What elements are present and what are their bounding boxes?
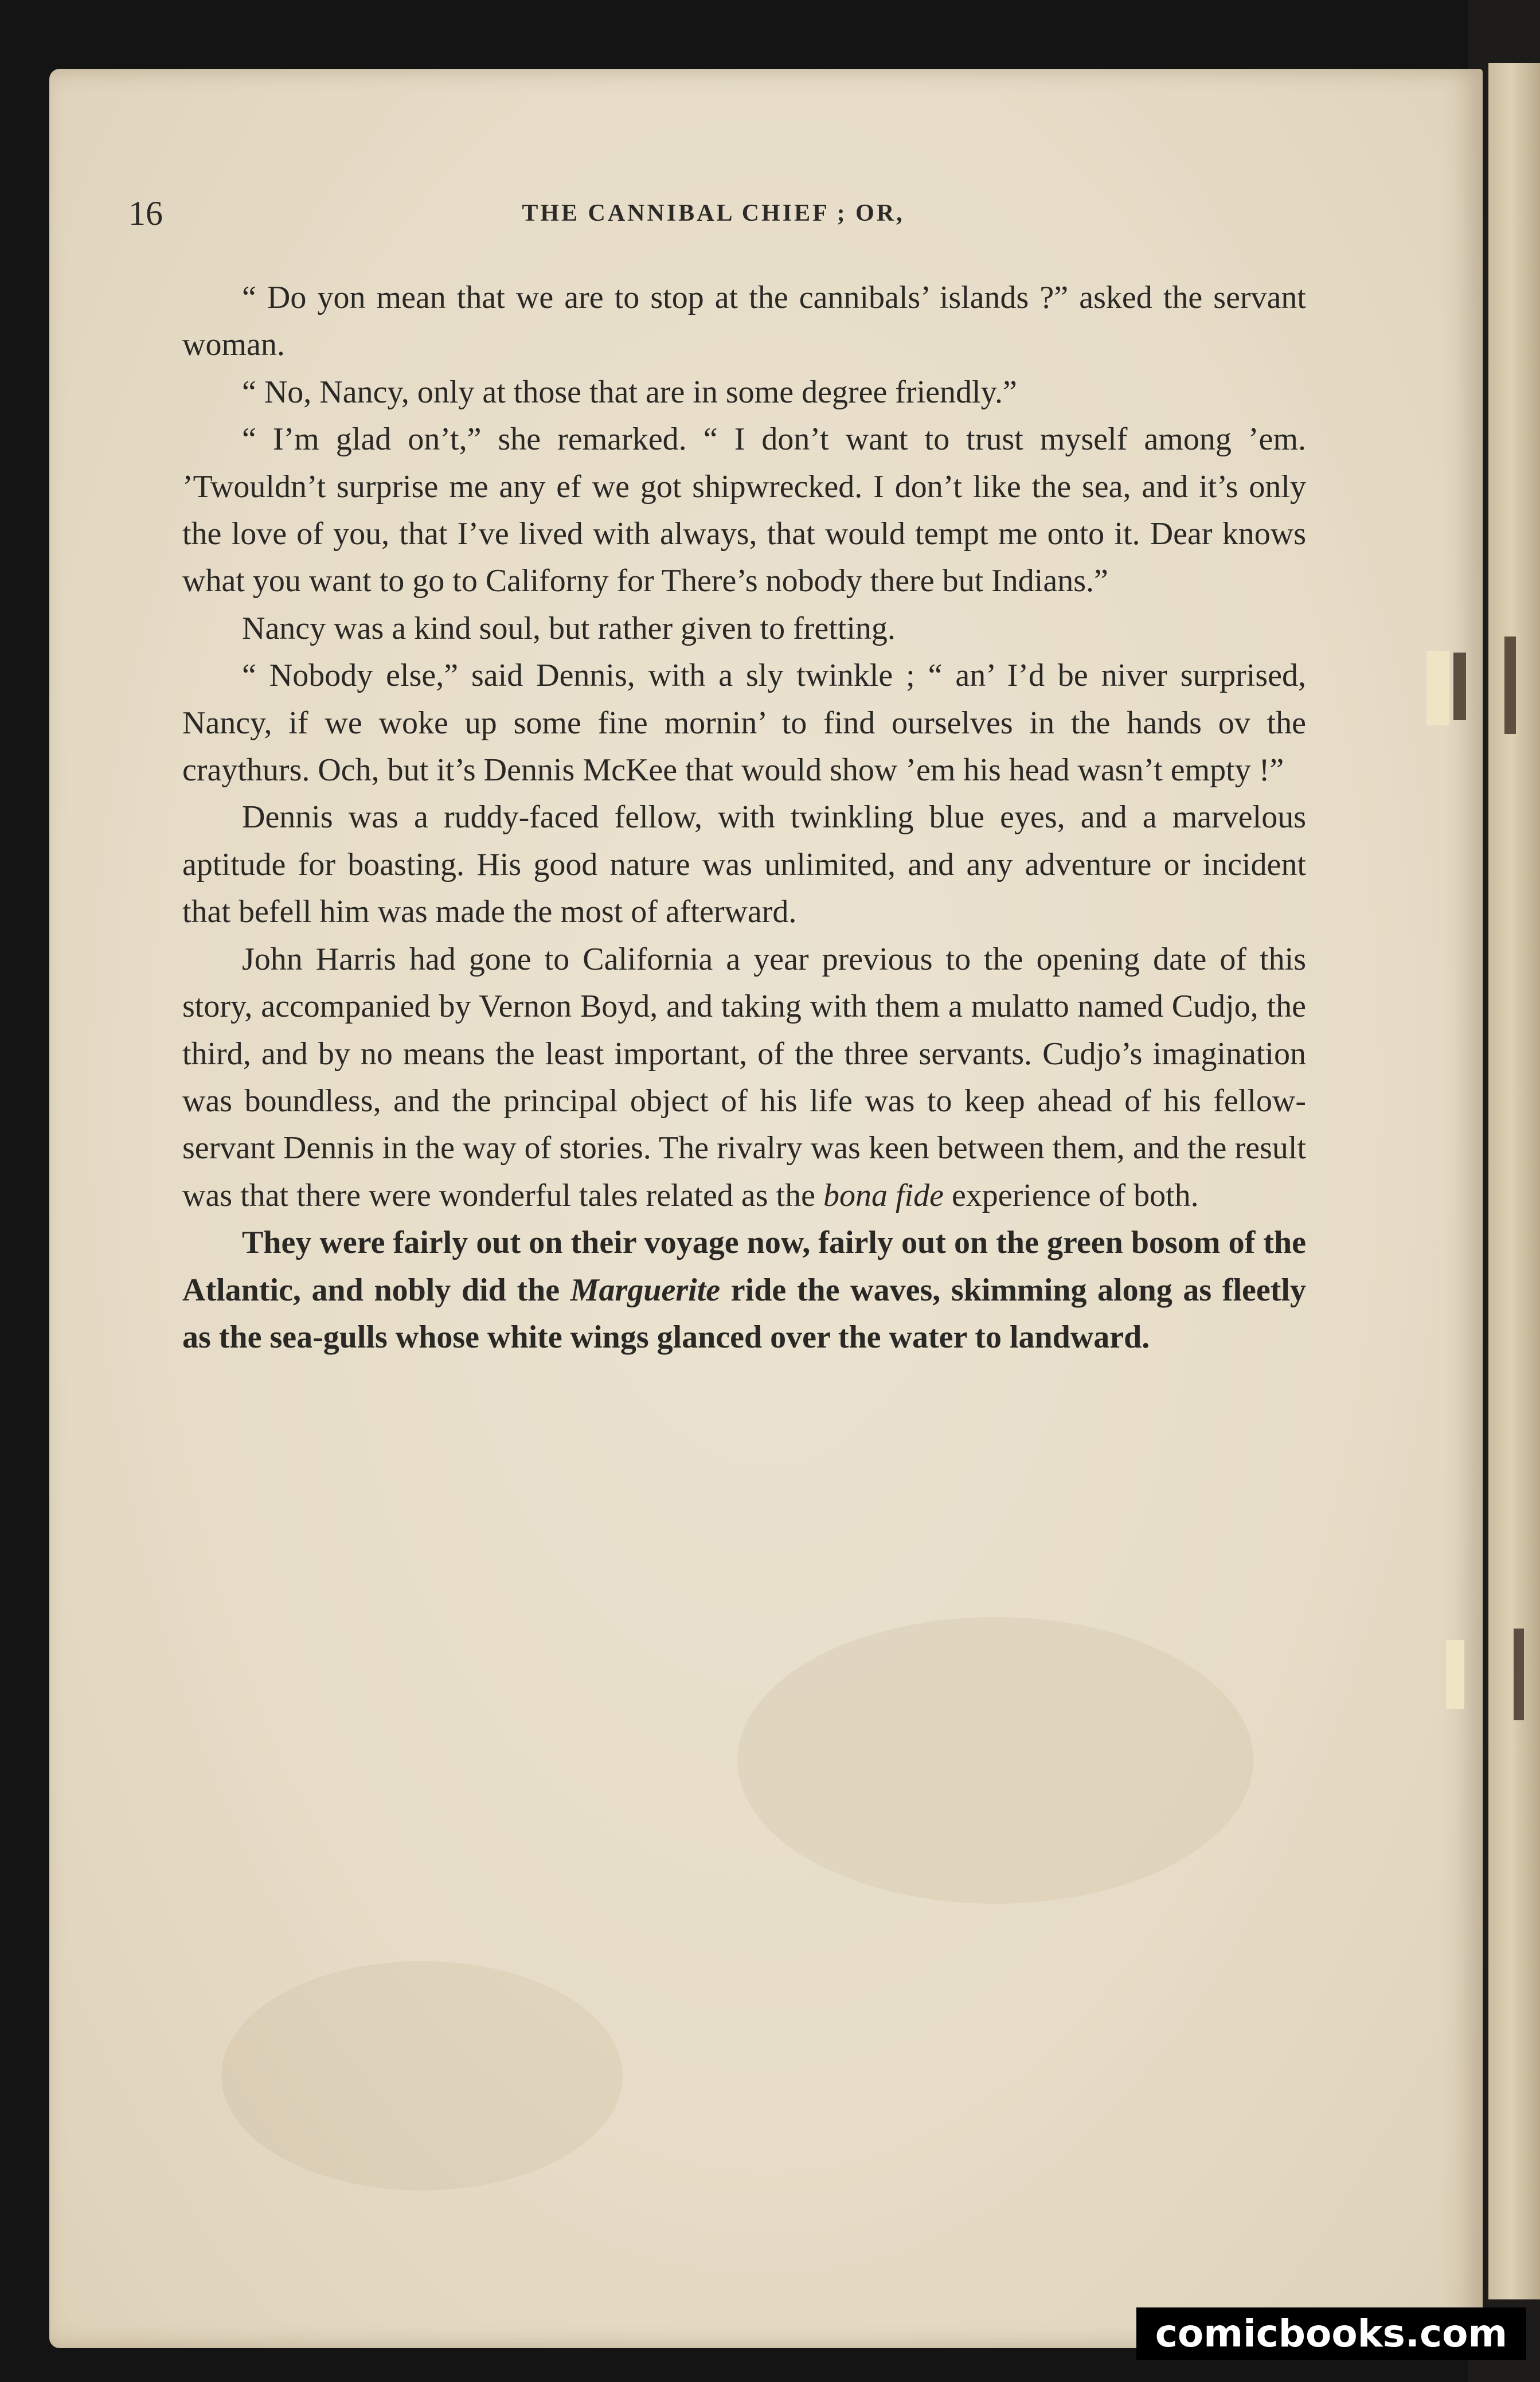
page-number: 16 [128,194,163,232]
facing-page-edge [1488,63,1540,2299]
page-header [128,190,1298,236]
paragraph-text: experience of both. [943,1177,1199,1213]
watermark: comicbooks.com [1136,2307,1526,2360]
ship-name: Marguerite [570,1272,721,1308]
binding-tab [1514,1629,1524,1720]
paragraph: “ No, Nancy, only at those that are in some degree friendly.” [242,374,1017,410]
paragraph-text: ride the waves, skimming along as fleetly as the sea-gulls whose white wings glanced over the water to landward. [182,1272,1306,1355]
paragraph: “ I’m glad on’t,” she remarked. “ I don’t want to trust myself among ’em. ’Twouldn’t surprise me any ef we got shipwrecked. I don’t like the sea, and it’s only the love of you, that I’ve lived with always, that would tempt me onto it. Dear knows what you want to go to Californy for There’s nobody there but Indians.” [182,421,1306,599]
binding-tab [1446,1640,1464,1709]
paragraph: “ Nobody else,” said Dennis, with a sly twinkle ; “ an’ I’d be niver surprised, Nancy, if we woke up some fine mornin’ to find ourselves in the hands ov the craythurs. Och, but it’s Dennis McKee that would show ’em his head wasn’t empty !” [182,658,1306,788]
paragraph: Dennis was a ruddy-faced fellow, with twinkling blue eyes, and a marvelous aptitude for boasting. His good nature was unlimited, and any adventure or incident that befell him was made the most of afterward. [182,799,1306,930]
running-title: THE CANNIBAL CHIEF ; OR, [522,200,905,227]
page-body [182,274,1306,1361]
italic-phrase: bona fide [823,1177,944,1213]
paragraph [182,1219,1306,1361]
paper-stain [737,1617,1253,1904]
binding-tab [1453,653,1466,720]
paragraph [182,936,1306,1219]
paragraph: “ Do yon mean that we are to stop at the cannibals’ islands ?” asked the servant woman. [182,280,1306,363]
paper-stain [221,1961,623,2190]
binding-tab [1426,651,1449,725]
paragraph-text: They were fairly out on their voyage now, fairly out on the green bosom of the Atlantic, and nobly did the [182,1225,1306,1308]
paragraph-text: John Harris had gone to California a year previous to the opening date of this story, accompanied by Vernon Boyd, and taking with them a mulatto named Cudjo, the third, and by no means the least important, of the three servants. Cudjo’s imagination was boundless, and the principal object of his life was to keep ahead of his fellow-servant Dennis in the way of stories. The rivalry was keen between them, and the result was that there were wonderful tales related as the [182,941,1306,1213]
binding-tab [1504,636,1516,734]
paragraph: Nancy was a kind soul, but rather given to fretting. [242,610,896,646]
